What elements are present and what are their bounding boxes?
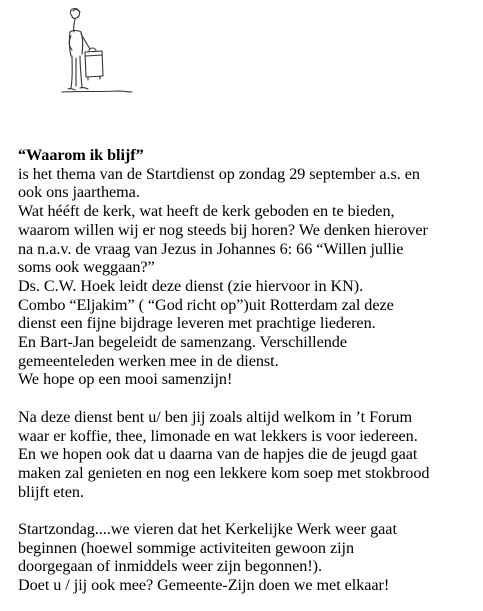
text-line: is het thema van de Startdienst op zondag 29 september a.s. en [18, 164, 420, 183]
paragraph-gap [18, 501, 480, 520]
text-line: soms ook weggaan?” [18, 258, 155, 277]
text-line: waar er koffie, thee, limonade en wat lekkers is voor iedereen. [18, 426, 418, 445]
paragraph-startzondag [18, 520, 480, 595]
text-line: We hope op een mooi samenzijn! [18, 370, 233, 389]
text-line: dienst een fijne bijdrage leveren met prachtige liederen. [18, 314, 376, 333]
text-line: En we hopen ook dat u daarna van de hapjes die de jeugd gaat [18, 445, 418, 464]
article [18, 146, 480, 595]
text-line: na n.a.v. de vraag van Jezus in Johannes 6: 66 “Willen jullie [18, 239, 404, 258]
text-line: doorgegaan of inmiddels weer zijn begonnen!). [18, 557, 323, 576]
text-line: blijft eten. [18, 482, 84, 501]
line-drawing-person-with-suitcase-icon [58, 6, 138, 98]
article-title: “Waarom ik blijf” [18, 146, 144, 164]
text-line: Na deze dienst bent u/ ben jij zoals altijd welkom in ’t Forum [18, 407, 413, 426]
text-line: Combo “Eljakim” ( “God richt op”)uit Rotterdam zal deze [18, 295, 394, 314]
text-line: Ds. C.W. Hoek leidt deze dienst (zie hiervoor in KN). [18, 276, 364, 295]
text-line: Wat hééft de kerk, wat heeft de kerk geboden en te bieden, [18, 202, 395, 221]
text-line: Startzondag....we vieren dat het Kerkelijke Werk weer gaat [18, 520, 397, 539]
text-line: Doet u / jij ook mee? Gemeente-Zijn doen we met elkaar! [18, 576, 390, 595]
paragraph-gap [18, 389, 480, 408]
text-line: maken zal genieten en nog een lekkere kom soep met stokbrood [18, 463, 430, 482]
paragraph-intro [18, 165, 480, 389]
text-line: ook ons jaarthema. [18, 183, 140, 202]
paragraph-forum [18, 408, 480, 502]
text-line: waarom willen wij er nog steeds bij horen? We denken hierover [18, 220, 428, 239]
text-line: gemeenteleden werken mee in de dienst. [18, 351, 279, 370]
text-line: beginnen (hoewel sommige activiteiten gewoon zijn [18, 538, 355, 557]
text-line: En Bart-Jan begeleidt de samenzang. Verschillende [18, 333, 347, 352]
